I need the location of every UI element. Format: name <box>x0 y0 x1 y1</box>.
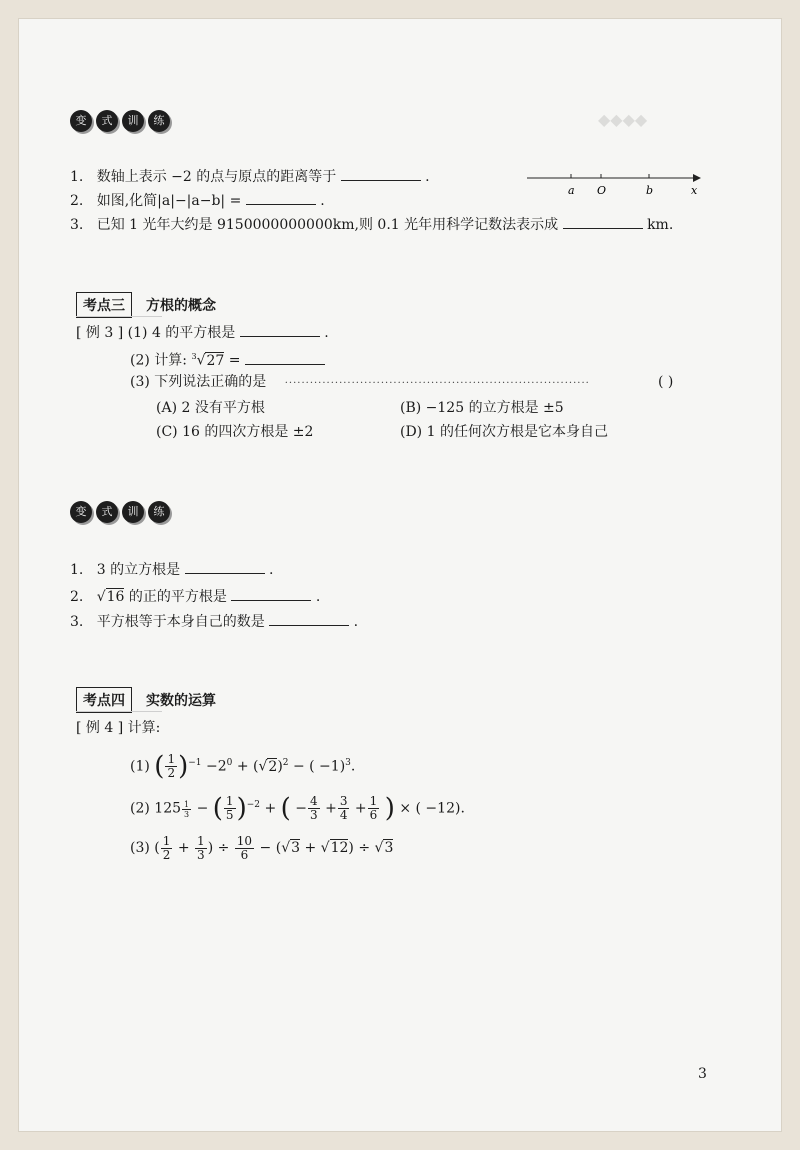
right-paren: ) <box>207 840 214 856</box>
operator: + <box>177 840 190 856</box>
answer-blank[interactable] <box>341 166 421 181</box>
example-3-part-3 <box>130 372 590 394</box>
fraction-exponent <box>182 800 191 819</box>
left-paren: ( <box>154 751 165 782</box>
right-paren: ) <box>348 840 354 856</box>
radicand: 16 <box>106 589 125 605</box>
fraction <box>165 753 177 780</box>
numerator: 1 <box>167 752 176 767</box>
option-d-text: (D) 1 的任何次方根是它本身自己 <box>400 424 608 440</box>
answer-blank[interactable] <box>269 611 349 626</box>
label-b: b <box>646 184 654 197</box>
fraction <box>368 795 380 822</box>
punctuation: . <box>320 193 325 209</box>
denominator: 5 <box>225 808 234 823</box>
numerator: 1 <box>197 833 205 848</box>
punctuation: . <box>324 325 329 341</box>
example-label: [ 例 3 ] <box>76 325 124 341</box>
fraction <box>161 835 173 862</box>
part-text: 4 的平方根是 <box>151 325 236 341</box>
divider <box>76 316 162 317</box>
operator: + <box>325 800 337 817</box>
answer-paren-text: ( ) <box>658 374 674 390</box>
denominator: 3 <box>197 847 205 862</box>
topic-header-4 <box>76 687 216 713</box>
operator: ÷ <box>217 840 230 856</box>
banner-char: 练 <box>148 110 170 132</box>
denominator: 4 <box>339 808 348 823</box>
banner-char: 变 <box>70 110 92 132</box>
numerator: 1 <box>225 794 234 809</box>
example-label: [ 例 4 ] <box>76 720 124 736</box>
practice-question-1 <box>70 559 273 580</box>
denominator: 3 <box>309 808 318 823</box>
numerator: 1 <box>369 794 378 809</box>
fraction <box>338 795 350 822</box>
fraction <box>235 835 254 862</box>
part-number: (3) <box>130 374 150 390</box>
right-paren: ) <box>178 751 189 782</box>
numerator: 1 <box>184 800 190 809</box>
operator: + <box>264 800 277 817</box>
number-line-figure <box>523 166 703 202</box>
option-b[interactable] <box>400 398 564 418</box>
question-number: 2. <box>70 589 84 605</box>
option-d[interactable] <box>400 422 608 442</box>
left-paren: ( <box>212 793 223 824</box>
operator: + <box>354 800 367 817</box>
radical-sign: √ <box>96 589 106 605</box>
denominator: 6 <box>240 847 249 862</box>
unit: km. <box>647 217 674 233</box>
banner-char: 式 <box>96 501 118 523</box>
banner-char: 训 <box>122 110 144 132</box>
radicand: 27 <box>206 352 225 369</box>
radicand: 2 <box>268 758 278 775</box>
term: ) <box>277 758 283 775</box>
label-a: a <box>568 184 575 197</box>
radical-sign: √ <box>196 352 206 369</box>
practice-question-2 <box>70 586 320 607</box>
answer-parentheses[interactable] <box>658 372 673 392</box>
numerator: 1 <box>162 833 171 848</box>
answer-blank[interactable] <box>246 190 316 205</box>
topic-title: 实数的运算 <box>146 693 216 709</box>
expression-2 <box>130 790 465 824</box>
part-text: 下列说法正确的是 <box>154 374 267 390</box>
radical-sign: √ <box>258 758 268 775</box>
exponent: −2 <box>246 800 260 810</box>
left-paren: ( <box>154 840 160 856</box>
denominator: 6 <box>369 808 378 823</box>
numerator: 4 <box>309 794 318 809</box>
fraction <box>308 795 320 822</box>
question-text: 3 的立方根是 <box>96 562 181 578</box>
operator: − ( <box>259 840 282 856</box>
fraction <box>224 795 236 822</box>
radical-sign: √ <box>374 840 384 856</box>
question-1 <box>70 166 430 187</box>
option-a-text: (A) 2 没有平方根 <box>156 400 265 416</box>
radical-sign: √ <box>281 840 291 856</box>
question-text: 如图,化简|a|−|a−b| = <box>96 193 242 209</box>
example-text: 计算: <box>127 720 161 736</box>
worksheet-page <box>18 18 782 1132</box>
topic-header-3 <box>76 292 216 318</box>
right-paren: ) <box>384 793 395 824</box>
part-number: (3) <box>130 840 150 856</box>
punctuation: . <box>350 758 356 775</box>
practice-banner <box>70 110 170 132</box>
banner-char: 式 <box>96 110 118 132</box>
answer-blank[interactable] <box>240 322 320 337</box>
numerator: 3 <box>339 794 348 809</box>
banner-char: 练 <box>148 501 170 523</box>
exponent: 3 <box>345 758 351 768</box>
exponent: 0 <box>226 758 233 768</box>
radicand: 12 <box>330 840 349 856</box>
question-text: 的正的平方根是 <box>128 589 227 605</box>
leader-dots: ········································································· <box>284 378 590 389</box>
question-3 <box>70 214 673 235</box>
answer-blank[interactable] <box>231 586 311 601</box>
punctuation: . <box>268 562 274 578</box>
answer-blank[interactable] <box>245 350 325 365</box>
question-text: 已知 1 光年大约是 9150000000000km,则 0.1 光年用科学记数法表示成 <box>96 217 559 233</box>
punctuation: . <box>425 169 430 185</box>
practice-banner <box>70 501 170 523</box>
punctuation: . <box>353 614 359 630</box>
answer-blank[interactable] <box>563 214 643 229</box>
operator: ÷ <box>358 840 371 856</box>
topic-title: 方根的概念 <box>146 298 216 314</box>
part-text: 计算: <box>154 352 188 369</box>
label-x: x <box>691 184 698 197</box>
option-c-text: (C) 16 的四次方根是 ±2 <box>156 424 314 440</box>
expression-3 <box>130 833 393 863</box>
denominator: 3 <box>184 810 190 819</box>
topic-box: 考点四 <box>76 687 132 713</box>
left-paren: ( <box>280 793 291 824</box>
question-2 <box>70 190 325 211</box>
question-number: 1. <box>70 562 84 578</box>
exponent: 2 <box>282 758 289 768</box>
term: × ( −12). <box>399 800 465 817</box>
example-3-part-1 <box>76 322 329 343</box>
term: −2 <box>205 758 227 775</box>
operator: + <box>304 840 317 856</box>
topic-box: 考点三 <box>76 292 132 318</box>
option-c[interactable] <box>156 422 313 442</box>
term: + ( <box>236 758 259 775</box>
part-number: (2) <box>130 352 150 369</box>
practice-question-3 <box>70 611 358 632</box>
answer-blank[interactable] <box>185 559 265 574</box>
part-number: (2) <box>130 800 150 817</box>
bleed-through-mark: ◆◆◆◆ <box>598 110 648 129</box>
operator: − <box>196 800 209 817</box>
expression-1 <box>130 748 355 782</box>
radicand: 3 <box>291 840 301 856</box>
option-b-text: (B) −125 的立方根是 ±5 <box>400 400 564 416</box>
equals-sign: = <box>228 352 241 369</box>
right-paren: ) <box>236 793 247 824</box>
part-number: (1) <box>130 758 150 775</box>
question-number: 2. <box>70 193 84 209</box>
question-text: 平方根等于本身自己的数是 <box>96 614 265 630</box>
question-number: 3. <box>70 217 84 233</box>
denominator: 2 <box>162 847 171 862</box>
denominator: 2 <box>167 766 176 781</box>
page-number: 3 <box>698 1066 707 1082</box>
question-text: 数轴上表示 −2 的点与原点的距离等于 <box>96 169 337 185</box>
numerator: 10 <box>236 833 253 848</box>
exponent: −1 <box>188 758 202 768</box>
option-a[interactable] <box>156 398 265 418</box>
operator: − <box>295 800 307 817</box>
banner-char: 变 <box>70 501 92 523</box>
number-line-arrow <box>693 174 701 182</box>
part-number: (1) <box>127 325 148 341</box>
root-index: 3 <box>191 352 197 361</box>
divider <box>76 711 162 712</box>
fraction <box>195 835 207 862</box>
example-3-part-2 <box>130 347 325 371</box>
punctuation: . <box>315 589 321 605</box>
banner-char: 训 <box>122 501 144 523</box>
label-origin: O <box>597 184 607 197</box>
term: − ( −1) <box>292 758 346 775</box>
question-number: 1. <box>70 169 84 185</box>
example-4-label <box>76 718 160 738</box>
base: 125 <box>154 800 182 817</box>
question-number: 3. <box>70 614 84 630</box>
radicand: 3 <box>384 840 394 856</box>
radical-sign: √ <box>320 840 330 856</box>
